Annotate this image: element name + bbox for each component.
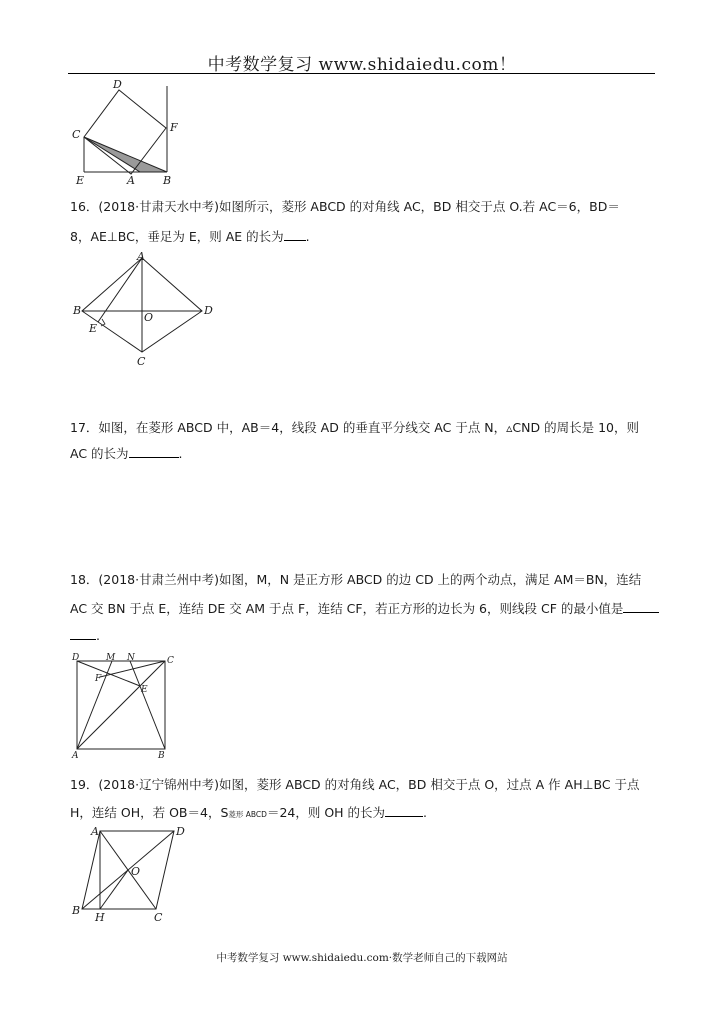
q16-line2: [70, 227, 310, 245]
label-B: B: [72, 904, 81, 917]
figure-q19: [70, 823, 190, 928]
q18-line3: [70, 627, 100, 643]
label-D: D: [176, 825, 185, 838]
label-A: A: [137, 250, 145, 263]
label-A: A: [91, 825, 99, 838]
label-B: B: [158, 751, 165, 761]
label-N: N: [127, 653, 135, 663]
figure-q15: [70, 78, 190, 188]
q18-line1: 18．(2018·甘肃兰州中考)如图，M，N 是正方形 ABCD 的边 CD 上的两个动点，满足 AM＝BN，连结: [70, 572, 642, 587]
label-O: O: [131, 865, 141, 878]
label-H: H: [95, 911, 105, 924]
page-footer: 中考数学复习 www.shidaiedu.com·数学老师自己的下载网站: [216, 952, 508, 964]
figure-q16: [70, 250, 220, 370]
label-B: B: [163, 174, 172, 187]
answer-blank: [284, 228, 306, 241]
label-C: C: [137, 355, 146, 368]
answer-blank: [623, 600, 659, 613]
label-A: A: [72, 751, 79, 761]
q17-period: .: [178, 446, 183, 461]
label-D: D: [204, 304, 213, 317]
label-D: D: [72, 653, 80, 663]
q17-line2: [70, 444, 183, 462]
label-F: F: [170, 121, 178, 134]
label-M: M: [106, 653, 116, 663]
q19-period: .: [423, 805, 428, 820]
q16-period: .: [305, 229, 310, 244]
answer-blank-cont: [70, 627, 96, 640]
label-C: C: [154, 911, 163, 924]
label-O: O: [144, 311, 154, 324]
q18-text: AC 交 BN 于点 E，连结 DE 交 AM 于点 F，连结 CF，若正方形的边长为 6，则线段 CF 的最小值是: [70, 601, 624, 616]
label-E: E: [89, 322, 98, 335]
q18-line2: [70, 599, 659, 617]
q19-subscript: 菱形 ABCD: [228, 810, 267, 819]
q16-text: 8，AE⊥BC，垂足为 E，则 AE 的长为: [70, 229, 284, 244]
page-header-title: 中考数学复习 www.shidaiedu.com！: [207, 55, 517, 75]
figure-q18: [70, 650, 180, 760]
q18-period: .: [96, 628, 100, 643]
q19-text-a: H，连结 OH，若 OB＝4，S: [70, 805, 229, 820]
label-C: C: [167, 656, 174, 666]
header-divider: [68, 73, 655, 74]
q17-text: AC 的长为: [70, 446, 129, 461]
label-E: E: [76, 174, 85, 187]
q19-text-b: ＝24，则 OH 的长为: [266, 805, 386, 820]
q19-line1: 19．(2018·辽宁锦州中考)如图，菱形 ABCD 的对角线 AC，BD 相交于点 O，过点 A 作 AH⊥BC 于点: [70, 777, 640, 792]
label-F: F: [95, 674, 102, 684]
label-A: A: [127, 174, 135, 187]
q16-line1: 16．(2018·甘肃天水中考)如图所示，菱形 ABCD 的对角线 AC，BD 相交于点 O.若 AC＝6，BD＝: [70, 199, 620, 214]
q19-line2: [70, 803, 427, 821]
answer-blank: [385, 804, 423, 817]
label-D: D: [113, 78, 122, 91]
label-E: E: [141, 685, 148, 695]
q17-line1: 17．如图，在菱形 ABCD 中，AB＝4，线段 AD 的垂直平分线交 AC 于点 N，▵CND 的周长是 10，则: [70, 420, 639, 435]
answer-blank: [129, 445, 179, 458]
label-C: C: [72, 128, 81, 141]
label-B: B: [73, 304, 82, 317]
